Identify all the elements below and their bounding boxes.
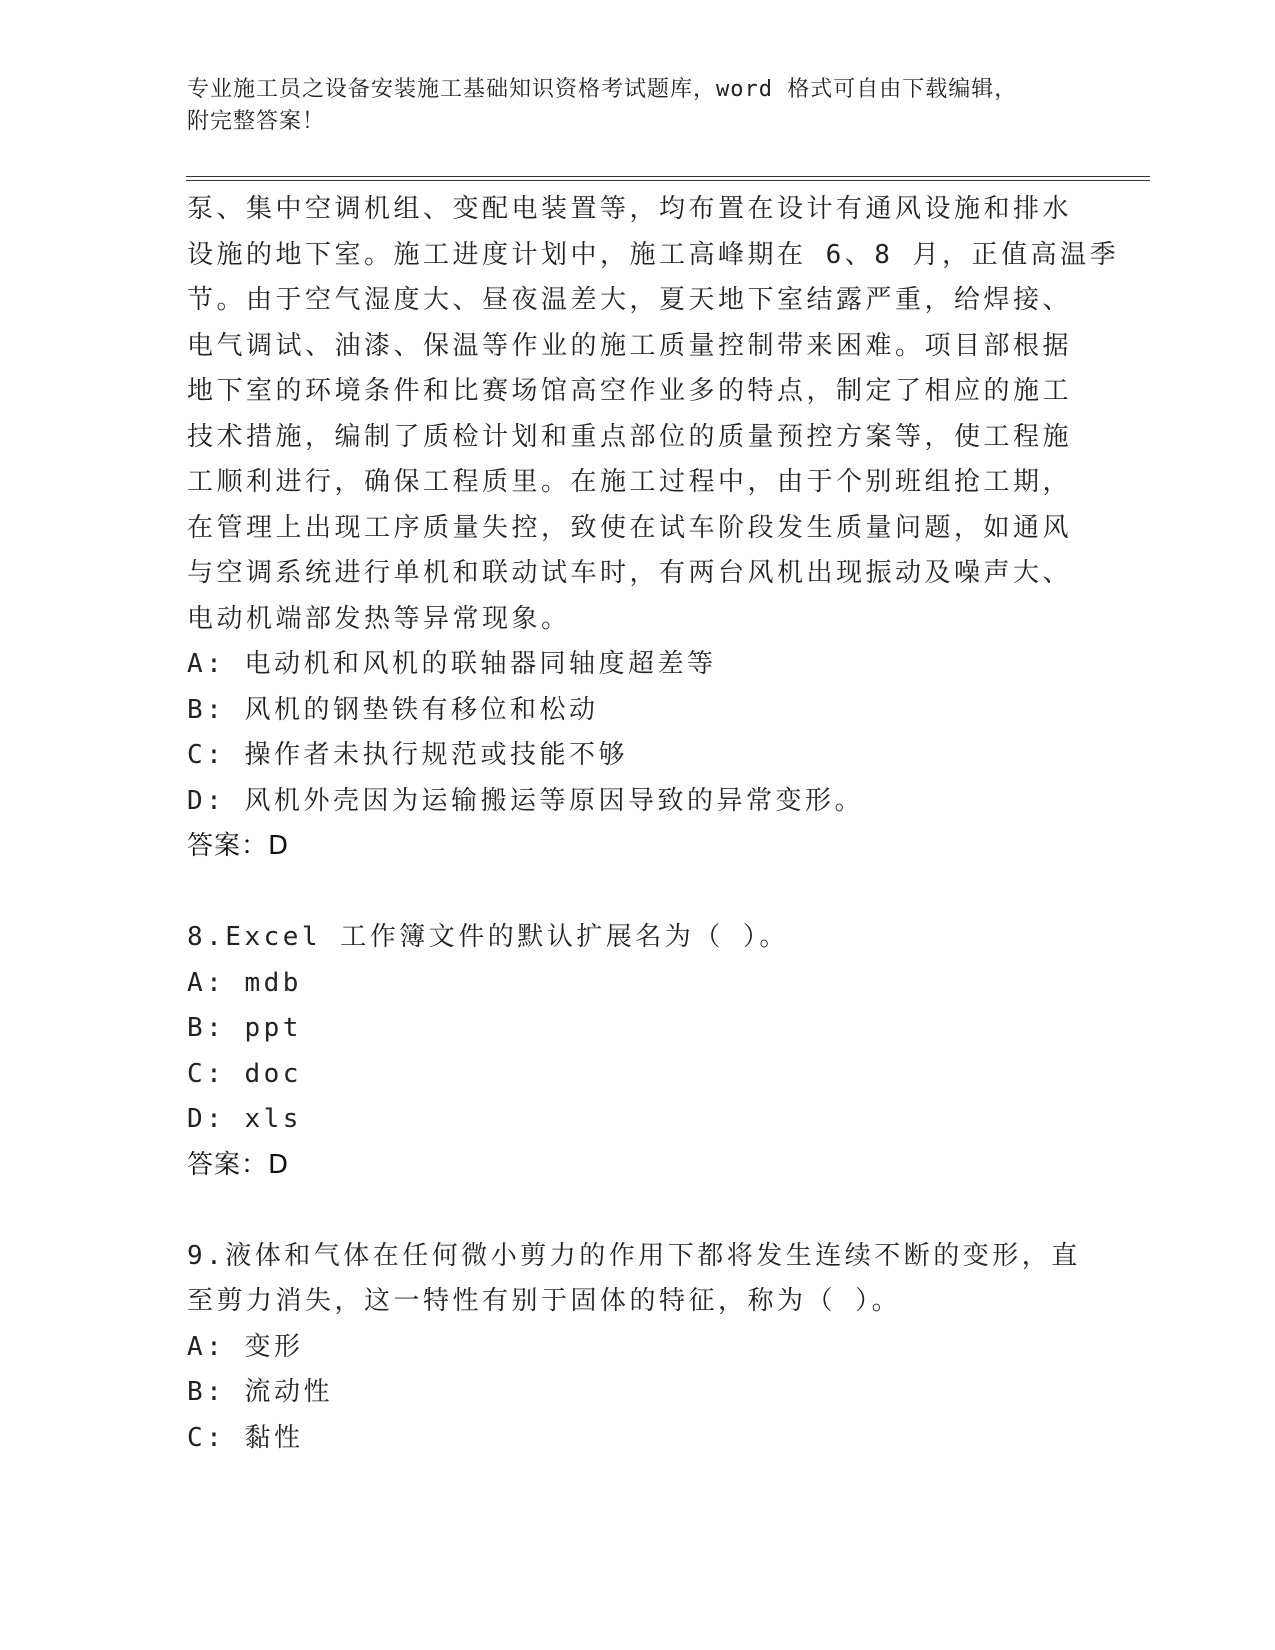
option-d: D: 风机外壳因为运输搬运等原因导致的异常变形。	[187, 785, 864, 816]
option-a: A: mdb	[187, 967, 302, 998]
question-stem-line: 节。由于空气湿度大、昼夜温差大，夏天地下室结露严重，给焊接、	[187, 285, 1073, 315]
question-stem-line: 至剪力消失，这一特性有别于固体的特征，称为（ ）。	[187, 1286, 902, 1316]
question-stem-line: 9.液体和气体在任何微小剪力的作用下都将发生连续不断的变形，直	[187, 1240, 1081, 1271]
option-a: A: 变形	[187, 1331, 304, 1362]
question-stem-line: 电气调试、油漆、保温等作业的施工质量控制带来困难。项目部根据	[187, 330, 1073, 361]
header-line-1: 专业施工员之设备安装施工基础知识资格考试题库，word 格式可自由下载编辑，	[187, 77, 1018, 102]
question-stem-line: 工顺利进行，确保工程质里。在施工过程中，由于个别班组抢工期，	[187, 467, 1073, 497]
question-stem-line: 在管理上出现工序质量失控，致使在试车阶段发生质量问题，如通风	[187, 512, 1073, 543]
option-b: B: 风机的钢垫铁有移位和松动	[187, 694, 599, 725]
question-stem-line: 地下室的环境条件和比赛场馆高空作业多的特点，制定了相应的施工	[187, 376, 1073, 406]
question-content	[187, 187, 1120, 1461]
header-divider	[186, 176, 1150, 181]
question-8	[187, 915, 1087, 1188]
question-stem-line: 技术措施，编制了质检计划和重点部位的质量预控方案等，使工程施	[187, 421, 1073, 452]
answer-label: 答案：D	[187, 1149, 290, 1180]
answer-label: 答案：D	[187, 831, 290, 861]
question-7	[187, 187, 1120, 870]
question-stem-line: 与空调系统进行单机和联动试车时，有两台风机出现振动及噪声大、	[187, 558, 1073, 588]
question-9	[187, 1234, 1087, 1462]
option-c: C: 操作者未执行规范或技能不够	[187, 740, 628, 770]
question-stem-line: 电动机端部发热等异常现象。	[187, 603, 571, 634]
question-spacer	[187, 1188, 1087, 1234]
option-b: B: 流动性	[187, 1377, 333, 1407]
option-b: B: ppt	[187, 1013, 302, 1043]
header-line-2: 附完整答案！	[187, 109, 326, 134]
question-spacer	[187, 870, 1087, 916]
option-d: D: xls	[187, 1104, 302, 1134]
question-stem-line: 8.Excel 工作簿文件的默认扩展名为（ ）。	[187, 922, 789, 952]
option-a: A: 电动机和风机的联轴器同轴度超差等	[187, 649, 717, 679]
option-c: C: doc	[187, 1058, 302, 1089]
option-c: C: 黏性	[187, 1422, 304, 1453]
question-stem-line: 设施的地下室。施工进度计划中，施工高峰期在 6、8 月，正值高温季	[187, 239, 1120, 270]
question-stem-line: 泵、集中空调机组、变配电装置等，均布置在设计有通风设施和排水	[187, 194, 1073, 224]
page-header	[187, 74, 1067, 138]
